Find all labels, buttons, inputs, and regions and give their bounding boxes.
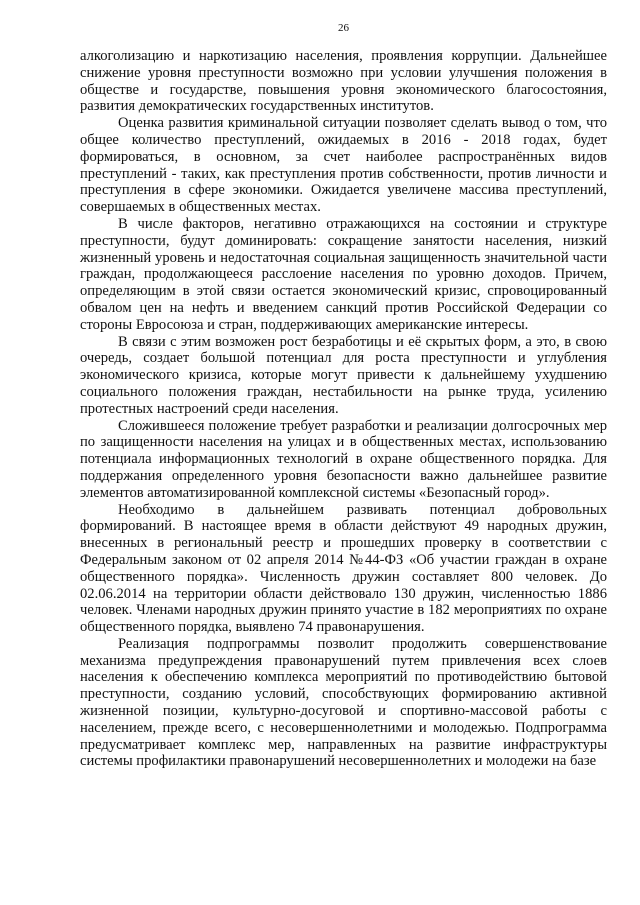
paragraph-1: алкоголизацию и наркотизацию населения, проявления коррупции. Дальнейшее снижение уровня преступности возможно при условии улучшения положения в обществе и государстве, повышения уровня экономического благосостояния, развития демократических государственных институтов. [80, 48, 607, 115]
paragraph-6: Необходимо в дальнейшем развивать потенциал добровольных формирований. В настоящее время в области действуют 49 народных дружин, внесенных в региональный реестр и прошедших проверку в соответствии с Федеральным законом от 02 апреля 2014 №44-ФЗ «Об участии граждан в охране общественного порядка». Численность дружин составляет 800 человек. До 02.06.2014 на территории области действовало 130 дружин, численностью 1886 человек. Членами народных дружин принято участие в 182 мероприятиях по охране общественного порядка, выявлено 74 правонарушения. [80, 501, 607, 636]
paragraph-2: Оценка развития криминальной ситуации позволяет сделать вывод о том, что общее количество преступлений, ожидаемых в 2016 - 2018 годах, будет формироваться, в основном, за счет наиболее распространённых видов преступлений - таких, как преступления против собственности, против личности и преступления в сфере экономики. Ожидается увеличене массива преступлений, совершаемых в общественных местах. [80, 115, 607, 216]
paragraph-7: Реализация подпрограммы позволит продолжить совершенствование механизма предупреждения правонарушений путем привлечения всех слоев населения к обеспечению комплекса мероприятий по противодействию бытовой преступности, созданию условий, способствующих формированию активной жизненной позиции, культурно-досуговой и спортивно-массовой работы с населением, прежде всего, с несовершеннолетними и молодежью. Подпрограмма предусматривает комплекс мер, направленных на развитие инфраструктуры системы профилактики правонарушений несовершеннолетних и молодежи на базе [80, 635, 607, 770]
page-number: 26 [338, 22, 349, 34]
paragraph-5: Сложившееся положение требует разработки и реализации долгосрочных мер по защищенности населения на улицах и в общественных местах, использованию потенциала информационных технологий в охране общественного порядка. Для поддержания определенного уровня безопасности важно дальнейшее развитие элементов автоматизированной комплексной системы «Безопасный город». [80, 417, 607, 501]
paragraph-4: В связи с этим возможен рост безработицы и её скрытых форм, а это, в свою очередь, создает большой потенциал для роста преступности и углубления экономического кризиса, которые могут привести к дальнейшему ухудшению социального положения граждан, нестабильности на рынке труда, усилению протестных настроений среди населения. [80, 333, 607, 417]
paragraph-3: В числе факторов, негативно отражающихся на состоянии и структуре преступности, будут доминировать: сокращение занятости населения, низкий жизненный уровень и недостаточная социальная защищенность значительной части граждан, продолжающееся расслоение населения по уровню доходов. Причем, определяющим в этой связи остается экономический кризис, спровоцированный обвалом цен на нефть и введением санкций против Российской Федерации со стороны Евросоюза и стран, поддерживающих американские интересы. [80, 215, 607, 333]
